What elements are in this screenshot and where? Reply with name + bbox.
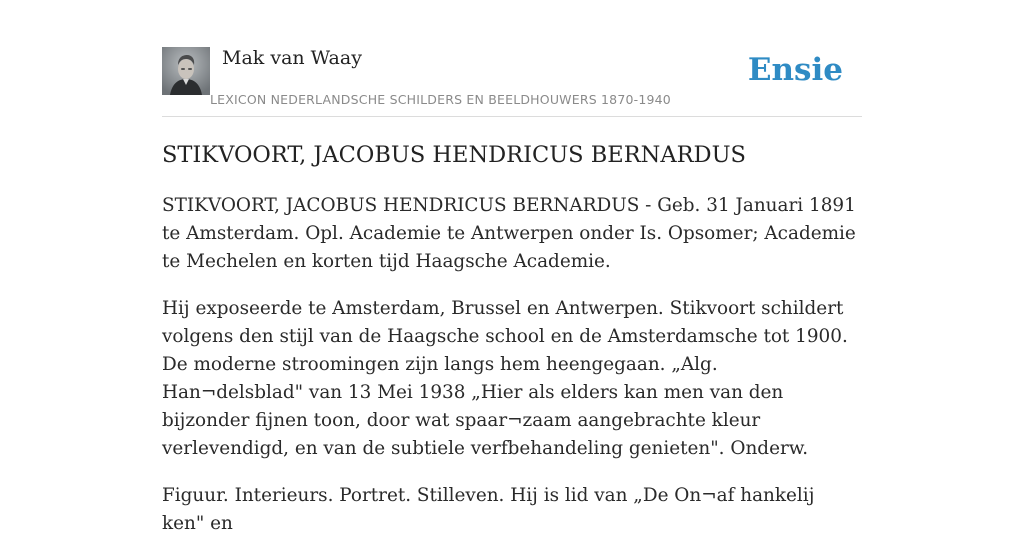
article-paragraph: Hij exposeerde te Amsterdam, Brussel en Antwerpen. Stikvoort schildert volgens den stijl van de Haagsche school en de Amsterdamsche tot 1900. De moderne stroomingen zijn langs hem heengegaan. „Alg. Han¬delsblad" van 13 Mei 1938 „Hier als elders kan men van den bijzonder fijnen toon, door wat spaar¬zaam aangebrachte kleur verlevendigd, en van de subtiele verfbehandeling genieten". Onderw. [162,298,848,459]
article-header [162,46,862,117]
portrait-image [162,47,210,95]
site-logo[interactable]: Ensie [747,52,843,88]
author-name[interactable]: Mak van Waay [222,47,362,69]
article-body [162,192,862,557]
article-paragraph: Figuur. Interieurs. Portret. Stilleven. Hij is lid van „De On¬af hankelij ken" en [162,485,815,534]
article-paragraph: STIKVOORT, JACOBUS HENDRICUS BERNARDUS - Geb. 31 Januari 1891 te Amsterdam. Opl. Academie te Antwerpen onder Is. Opsomer; Academie te Mechelen en korten tijd Haagsche Academie. [162,195,856,272]
source-lexicon[interactable]: LEXICON NEDERLANDSCHE SCHILDERS EN BEELDHOUWERS 1870-1940 [210,92,671,107]
author-avatar[interactable] [162,47,210,95]
article-title: STIKVOORT, JACOBUS HENDRICUS BERNARDUS [162,142,746,168]
